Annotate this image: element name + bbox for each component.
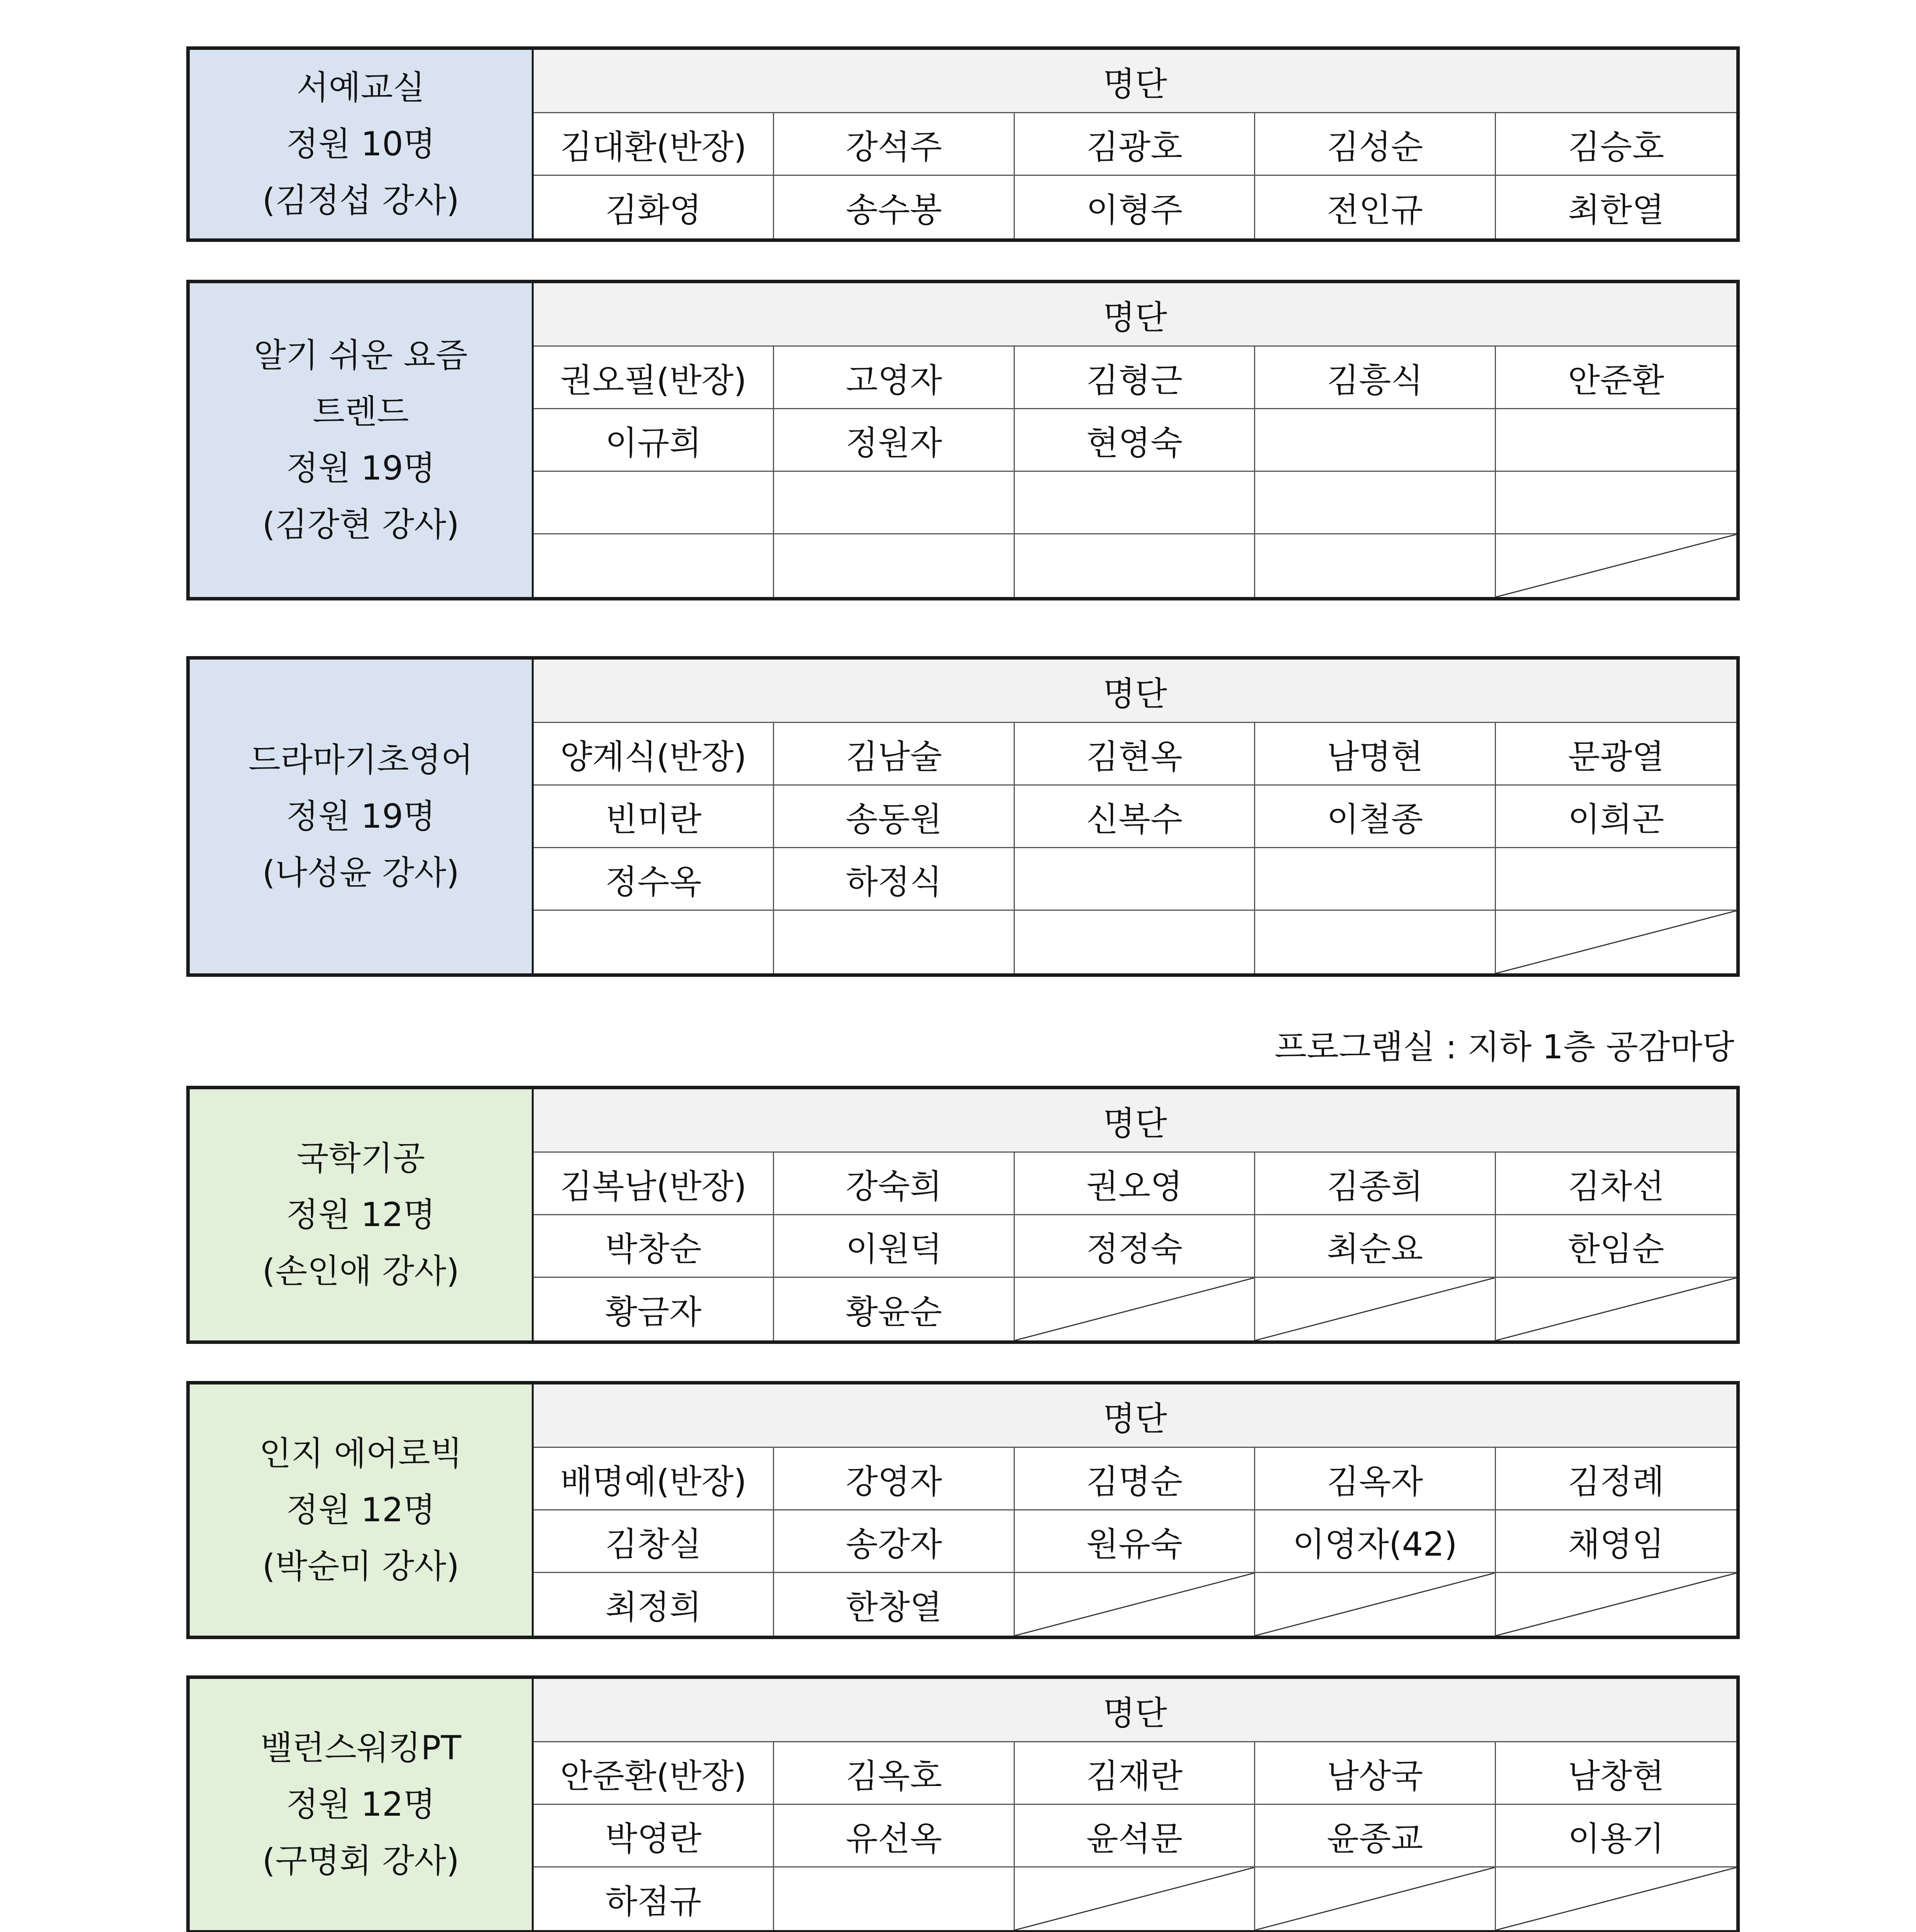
member-name: 안준환 <box>1496 347 1736 409</box>
member-name: 권오영 <box>1015 1153 1255 1215</box>
member-name: 양계식(반장) <box>534 723 774 786</box>
roster-header: 명단 <box>534 1089 1736 1153</box>
empty-cell <box>774 472 1014 534</box>
member-name: 박창순 <box>534 1215 774 1278</box>
member-name: 황금자 <box>534 1278 774 1340</box>
class-capacity: 정원 10명 <box>286 125 436 163</box>
empty-cell <box>1255 848 1496 911</box>
member-name: 하점규 <box>534 1867 774 1930</box>
member-name: 신복수 <box>1015 786 1255 848</box>
empty-cell <box>1255 472 1496 534</box>
member-name: 정수옥 <box>534 848 774 911</box>
member-name: 김남술 <box>774 723 1014 786</box>
member-name: 김승호 <box>1496 113 1736 176</box>
slash-mark <box>1496 1573 1736 1636</box>
member-name: 안준환(반장) <box>534 1742 774 1805</box>
roster-cognitive-aerobics <box>186 1381 1740 1639</box>
empty-cell <box>774 1867 1014 1930</box>
member-name: 이철종 <box>1255 786 1496 848</box>
empty-cell <box>1496 1278 1736 1340</box>
roster-gukhak-qigong <box>186 1086 1740 1344</box>
program-room-caption: 프로그램실 : 지하 1층 공감마당 <box>1274 1028 1734 1066</box>
member-name: 김재란 <box>1015 1742 1255 1805</box>
roster-balance-walking <box>186 1675 1740 1932</box>
empty-cell <box>534 534 774 597</box>
member-name: 한임순 <box>1496 1215 1736 1278</box>
empty-cell <box>1255 409 1496 472</box>
class-title: 알기 쉬운 요즘 <box>254 336 468 375</box>
empty-cell <box>1496 911 1736 973</box>
class-capacity: 정원 12명 <box>286 1491 436 1529</box>
member-name: 이용기 <box>1496 1805 1736 1867</box>
member-grid <box>534 660 1736 973</box>
member-name: 황윤순 <box>774 1278 1014 1340</box>
member-name: 이영자(42) <box>1255 1510 1496 1573</box>
roster-header: 명단 <box>534 50 1736 113</box>
member-name: 김차선 <box>1496 1153 1736 1215</box>
member-name: 배명예(반장) <box>534 1448 774 1510</box>
class-title: 트렌드 <box>312 393 409 431</box>
member-grid <box>534 1089 1736 1340</box>
member-name: 남상국 <box>1255 1742 1496 1805</box>
member-name: 김화영 <box>534 176 774 238</box>
member-name: 강영자 <box>774 1448 1014 1510</box>
member-name: 송강자 <box>774 1510 1014 1573</box>
class-instructor: (나성윤 강사) <box>262 854 459 892</box>
member-name: 이희곤 <box>1496 786 1736 848</box>
member-name: 김성순 <box>1255 113 1496 176</box>
member-name: 채영임 <box>1496 1510 1736 1573</box>
member-name: 이형주 <box>1015 176 1255 238</box>
empty-cell <box>1496 1573 1736 1636</box>
member-grid <box>534 283 1736 597</box>
member-name: 박영란 <box>534 1805 774 1867</box>
slash-mark <box>1015 1867 1254 1930</box>
member-name: 김창실 <box>534 1510 774 1573</box>
member-name: 문광열 <box>1496 723 1736 786</box>
class-instructor: (손인애 강사) <box>262 1252 459 1291</box>
member-name: 김옥호 <box>774 1742 1014 1805</box>
member-name: 김복남(반장) <box>534 1153 774 1215</box>
roster-header: 명단 <box>534 660 1736 723</box>
member-name: 권오필(반장) <box>534 347 774 409</box>
empty-cell <box>1496 848 1736 911</box>
class-instructor: (구명회 강사) <box>262 1842 459 1880</box>
member-name: 강숙희 <box>774 1153 1014 1215</box>
member-name: 빈미란 <box>534 786 774 848</box>
class-title: 인지 에어로빅 <box>259 1434 463 1473</box>
class-instructor: (김강현 강사) <box>262 505 459 544</box>
member-name: 이원덕 <box>774 1215 1014 1278</box>
member-grid <box>534 1384 1736 1636</box>
empty-cell <box>534 472 774 534</box>
member-name: 김대환(반장) <box>534 113 774 176</box>
empty-cell <box>1255 1278 1496 1340</box>
member-name: 김광호 <box>1015 113 1255 176</box>
class-info <box>190 1679 534 1930</box>
empty-cell <box>1015 534 1255 597</box>
slash-mark <box>1496 911 1736 973</box>
member-name: 김정례 <box>1496 1448 1736 1510</box>
member-name: 하정식 <box>774 848 1014 911</box>
class-title: 밸런스워킹PT <box>260 1729 461 1767</box>
member-name: 현영숙 <box>1015 409 1255 472</box>
class-capacity: 정원 12명 <box>286 1196 436 1234</box>
member-name: 최한열 <box>1568 191 1664 230</box>
empty-cell <box>1255 1573 1496 1636</box>
member-grid <box>534 50 1736 238</box>
empty-cell <box>1496 409 1736 472</box>
member-name: 윤종교 <box>1255 1805 1496 1867</box>
member-name: 이규희 <box>534 409 774 472</box>
empty-cell <box>1255 1867 1496 1930</box>
member-name: 김형근 <box>1015 347 1255 409</box>
member-name: 최순요 <box>1255 1215 1496 1278</box>
class-capacity: 정원 19명 <box>286 449 436 488</box>
member-name: 남명현 <box>1255 723 1496 786</box>
class-capacity: 정원 19명 <box>286 797 436 836</box>
roster-header: 명단 <box>534 1679 1736 1742</box>
empty-cell <box>1496 472 1736 534</box>
roster-header: 명단 <box>534 1384 1736 1448</box>
slash-mark <box>1015 1278 1254 1340</box>
class-instructor: (박순미 강사) <box>262 1547 459 1586</box>
class-capacity: 정원 12명 <box>286 1785 436 1824</box>
slash-mark <box>1496 1867 1736 1930</box>
member-name: 송동원 <box>774 786 1014 848</box>
roster-trends <box>186 280 1740 600</box>
empty-cell <box>1015 848 1255 911</box>
empty-cell <box>774 534 1014 597</box>
slash-mark <box>1255 1573 1494 1636</box>
roster-header: 명단 <box>534 283 1736 347</box>
empty-cell <box>1015 1573 1255 1636</box>
member-name: 김흥식 <box>1255 347 1496 409</box>
empty-cell <box>1496 534 1736 597</box>
member-name: 정정숙 <box>1015 1215 1255 1278</box>
class-info <box>190 1384 534 1636</box>
empty-cell <box>1015 472 1255 534</box>
member-name: 김옥자 <box>1255 1448 1496 1510</box>
member-name: 김명순 <box>1015 1448 1255 1510</box>
empty-cell <box>774 911 1014 973</box>
empty-cell <box>1015 1867 1255 1930</box>
class-title: 드라마기초영어 <box>248 741 473 779</box>
member-name: 김종희 <box>1255 1153 1496 1215</box>
roster-drama-english <box>186 656 1740 977</box>
class-info <box>190 50 534 238</box>
class-info <box>190 1089 534 1340</box>
member-name: 최정희 <box>534 1573 774 1636</box>
member-name: 윤석문 <box>1015 1805 1255 1867</box>
empty-cell <box>1015 911 1255 973</box>
slash-mark <box>1255 1867 1494 1930</box>
member-name: 고영자 <box>774 347 1014 409</box>
class-title: 서예교실 <box>296 68 425 107</box>
empty-cell <box>1015 1278 1255 1340</box>
empty-cell <box>534 911 774 973</box>
empty-cell <box>1255 534 1496 597</box>
member-name: 강석주 <box>774 113 1014 176</box>
empty-cell <box>1496 1867 1736 1930</box>
class-instructor: (김정섭 강사) <box>262 181 459 220</box>
member-name: 원유숙 <box>1015 1510 1255 1573</box>
class-info <box>190 283 534 597</box>
slash-mark <box>1496 1278 1736 1340</box>
member-name: 정원자 <box>774 409 1014 472</box>
class-info <box>190 660 534 973</box>
empty-cell <box>1255 911 1496 973</box>
member-name: 한창열 <box>774 1573 1014 1636</box>
member-grid <box>534 1679 1736 1930</box>
member-name: 남창현 <box>1496 1742 1736 1805</box>
member-name: 전인규 <box>1255 176 1496 238</box>
member-name: 유선옥 <box>774 1805 1014 1867</box>
member-name: 김현옥 <box>1015 723 1255 786</box>
roster-calligraphy <box>186 46 1740 242</box>
slash-mark <box>1015 1573 1254 1636</box>
slash-mark <box>1496 534 1736 597</box>
member-name: 송수봉 <box>774 176 1014 238</box>
class-title: 국학기공 <box>296 1139 425 1178</box>
slash-mark <box>1255 1278 1494 1340</box>
